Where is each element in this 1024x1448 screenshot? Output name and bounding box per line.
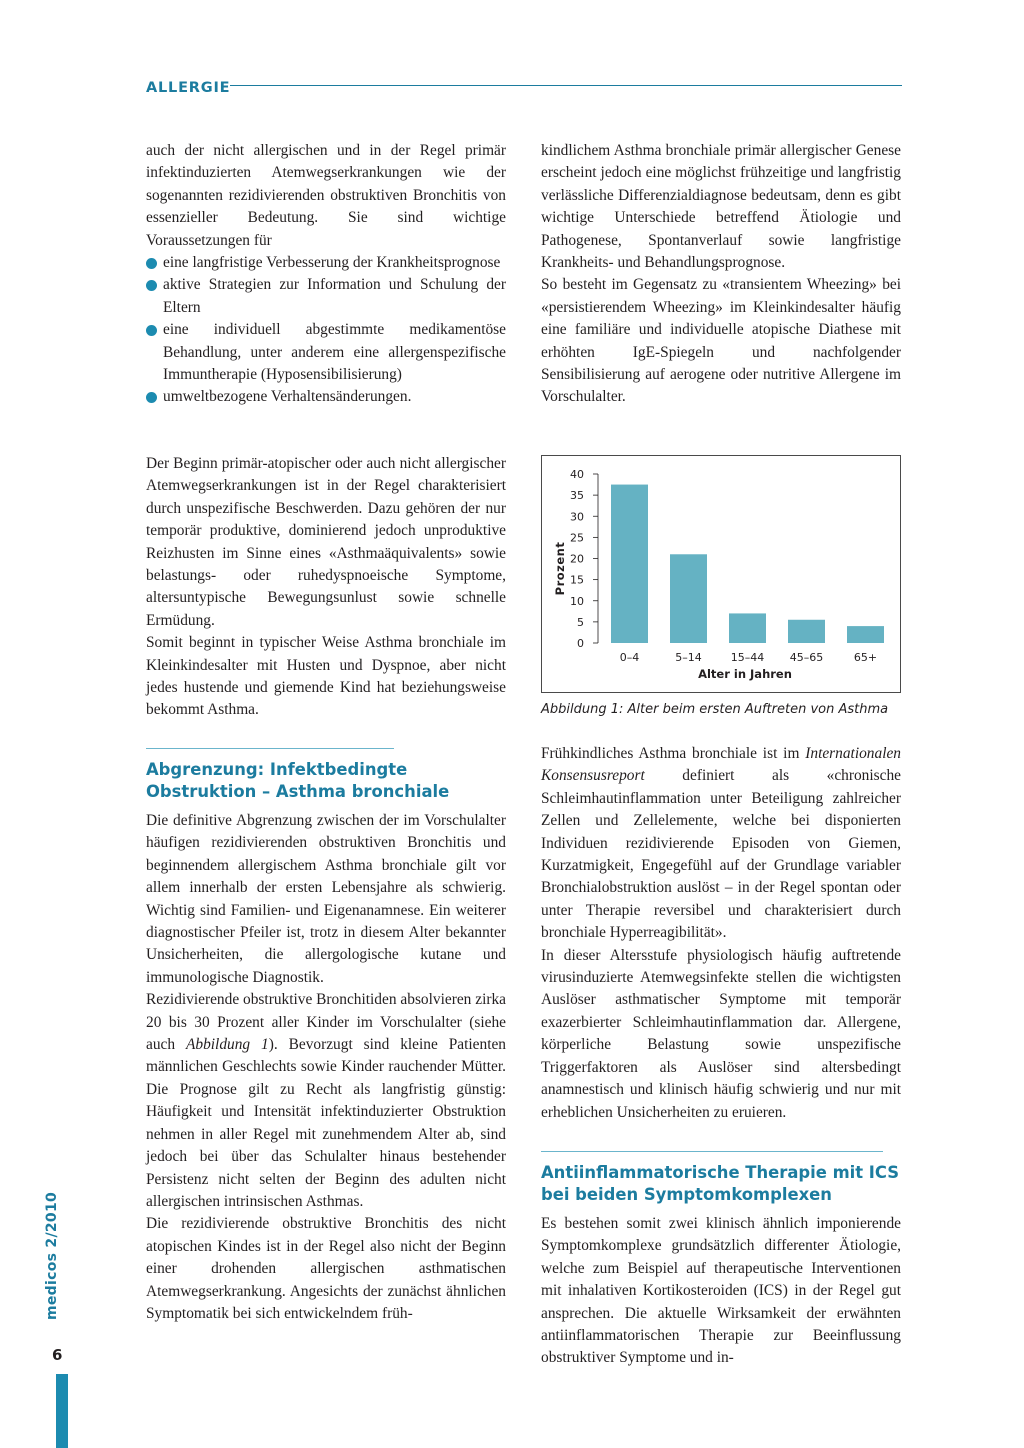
right-column-bottom: [541, 1213, 901, 1370]
x-tick-label: 45–65: [789, 651, 824, 664]
therapy-paragraph: Es bestehen somit zwei klinisch ähnlich imponierende Symptomkomplexe grundsätzlich differenter Ätiologie, welche zum Beispiel auf therapeutische Interventionen mit inhalativen Kortikosteroiden (ICS) in der Regel gut ansprechen. Die aktuelle Wirksamkeit der erwähnten antiinflammatorischen Therapie zur Beeinflussung obstruktiver Symptome und in-: [541, 1215, 901, 1367]
y-tick-label: 30: [570, 510, 584, 524]
figure-reference: Abbildung 1: [185, 1036, 269, 1054]
bullet-icon: [146, 258, 157, 269]
right-column-top: [541, 140, 901, 409]
bar-0–4: [611, 485, 648, 643]
page-number: 6: [52, 1346, 63, 1364]
list-item: eine individuell abgestimmte medikamentöse Behandlung, unter anderem eine allergenspezifische Immuntherapie (Hyposensibilisierung): [146, 319, 506, 386]
y-tick-label: 15: [570, 573, 584, 587]
triggers-paragraph: In dieser Altersstufe physiologisch häufig auftretende virusinduzierte Atemwegsinfekte stellen die wichtigsten Auslöser asthmatischer Symptome mit temporär exazerbierter Schleimhautinflammation dar. Allergene, körperliche Belastung sowie unspezifische Triggerfaktoren als Auslöser sind altersbedingt anamnestisch und klinisch häufig schwierig und nur mit erheblichen Unsicherheiten zu eruieren.: [541, 946, 901, 1121]
right-column-middle: [541, 743, 901, 1124]
definition-paragraph: Frühkindliches Asthma bronchiale ist im Internationalen Konsensusreport definiert als «chronische Schleimhautinflammation unter Beteiligung zahlreicher Zellen und Zellelemente, welche bei disponierten Individuen rezidivierende Episoden von Giemen, Kurzatmigkeit, Engegefühl auf der Grundlage variabler Bronchialobstruktion auslöst – in der Regel spontan oder unter Therapie reversibel und charakterisiert durch bronchiale Hyperreagibilität».: [541, 745, 901, 942]
x-tick-label: 0–4: [619, 651, 640, 664]
prerequisite-list: [146, 252, 506, 409]
onset-conclusion-paragraph: Somit beginnt in typischer Weise Asthma bronchiale im Kleinkindesalter mit Husten und Dyspnoe, aber nicht jedes hustende und giemende Kind hat beziehungsweise bekommt Asthma.: [146, 634, 506, 719]
list-item: umweltbezogene Verhaltensänderungen.: [146, 386, 506, 408]
diagnosis-paragraph: kindlichem Asthma bronchiale primär allergischer Genese erscheint jedoch eine möglichst frühzeitige und langfristig verlässliche Differenzialdiagnose bedeutsam, denn es gibt wichtige Unterschiede betreffend Ätiologie und Pathogenese, Spontanverlauf sowie langfristige Krankheits- und Behandlungsprognose.: [541, 142, 901, 272]
intro-paragraph: auch der nicht allergischen und in der Regel primär infektinduzierten Atemwegserkrankungen wie der sogenannten rezidivierenden obstruktiven Bronchitis von essenzieller Bedeutung. Sie sind wichtige Voraussetzungen für: [146, 142, 506, 249]
x-tick-label: 65+: [853, 651, 878, 664]
y-tick-label: 35: [570, 489, 584, 503]
list-item: aktive Strategien zur Information und Schulung der Eltern: [146, 274, 506, 319]
bar-65+: [847, 626, 884, 643]
y-axis-title: Prozent: [553, 541, 567, 596]
y-tick-label: 40: [570, 468, 584, 481]
left-column-middle: [146, 453, 506, 722]
left-column-top: [146, 140, 506, 409]
section-heading-therapy: Antiinflammatorische Therapie mit ICS bei beiden Symptomkomplexen: [541, 1163, 900, 1205]
age-onset-chart: [541, 455, 901, 693]
bullet-icon: [146, 325, 157, 336]
bullet-icon: [146, 392, 157, 403]
y-tick-label: 25: [570, 531, 584, 545]
prognosis-paragraph: Die rezidivierende obstruktive Bronchitis des nicht atopischen Kindes ist in der Regel also nicht der Beginn einer drohenden allergischen asthmatischen Atemwegserkrankung. Angesichts der zunächst ähnlichen Symptomatik bei sich entwickelndem früh-: [146, 1215, 506, 1322]
x-tick-label: 15–44: [730, 651, 765, 664]
journal-label: medicos 2/2010: [44, 1191, 60, 1320]
section-heading-abgrenzung: Abgrenzung: Infektbedingte Obstruktion – Asthma bronchiale: [146, 760, 450, 802]
bar-5–14: [670, 554, 707, 643]
bar-chart-svg: [542, 456, 900, 692]
left-column-bottom: [146, 810, 506, 1325]
wheezing-paragraph: So besteht im Gegensatz zu «transientem Wheezing» bei «persistierendem Wheezing» im Kleinkindesalter häufig eine familiäre und individuelle atopische Diathese mit erhöhten IgE-Spiegeln und nachfolgender Sensibilisierung auf aerogene oder nutritive Allergene im Vorschulalter.: [541, 276, 901, 406]
bar-45–65: [788, 620, 825, 643]
section-divider: [541, 1151, 883, 1152]
section-tag: ALLERGIE: [146, 80, 231, 96]
y-tick-label: 5: [577, 615, 584, 629]
differentiation-paragraph: Die definitive Abgrenzung zwischen der im Vorschulalter häufigen rezidivierenden obstruktiven Bronchitis und beginnendem allergischem Asthma bronchiale gilt vor allem innerhalb der ersten Lebensjahre als schwierig. Wichtig sind Familien- und Eigenanamnese. Ein weiterer diagnostischer Pfeiler ist, trotz in diesem Alter bekannter Unsicherheiten, die allergologische kutane und immunologische Diagnostik.: [146, 812, 506, 986]
section-divider: [146, 748, 394, 749]
y-tick-label: 10: [570, 594, 584, 608]
bullet-icon: [146, 280, 157, 291]
bronchitis-paragraph: Rezidivierende obstruktive Bronchitiden absolvieren zirka 20 bis 30 Prozent aller Kinder im Vorschulalter (siehe auch Abbildung 1). Bevorzugt sind kleine Patienten männlichen Geschlechts sowie Kinder rauchender Mütter. Die Prognose gilt zu Recht als langfristig günstig: Häufigkeit und Intensität infektinduzierter Obstruktion nehmen in aller Regel mit zunehmendem Alter ab, sind jedoch bei über das Schulalter hinaus bestehender Persistenz nicht selten der Beginn des adulten nicht allergischen intrinsischen Asthmas.: [146, 991, 506, 1210]
y-tick-label: 0: [577, 637, 584, 650]
onset-paragraph: Der Beginn primär-atopischer oder auch nicht allergischer Atemwegserkrankungen ist in der Regel charakterisiert durch unspezifische Beschwerden. Dazu gehören der nur temporär produktive, dominierend jedoch unproduktive Reizhusten im Sinne eines «Asthmaäquivalents» sowie belastungs- oder ruhedyspnoeische Symptome, altersuntypische Bewegungsunlust sowie schnelle Ermüdung.: [146, 455, 506, 629]
list-item: eine langfristige Verbesserung der Krankheitsprognose: [146, 252, 506, 274]
y-tick-label: 20: [570, 552, 584, 566]
side-accent-bar: [56, 1374, 68, 1448]
figure-caption: Abbildung 1: Alter beim ersten Auftreten von Asthma: [541, 702, 889, 717]
x-tick-label: 5–14: [675, 651, 702, 664]
x-axis-title: Alter in Jahren: [698, 667, 792, 681]
bar-15–44: [729, 613, 766, 643]
header-rule: [230, 85, 902, 86]
